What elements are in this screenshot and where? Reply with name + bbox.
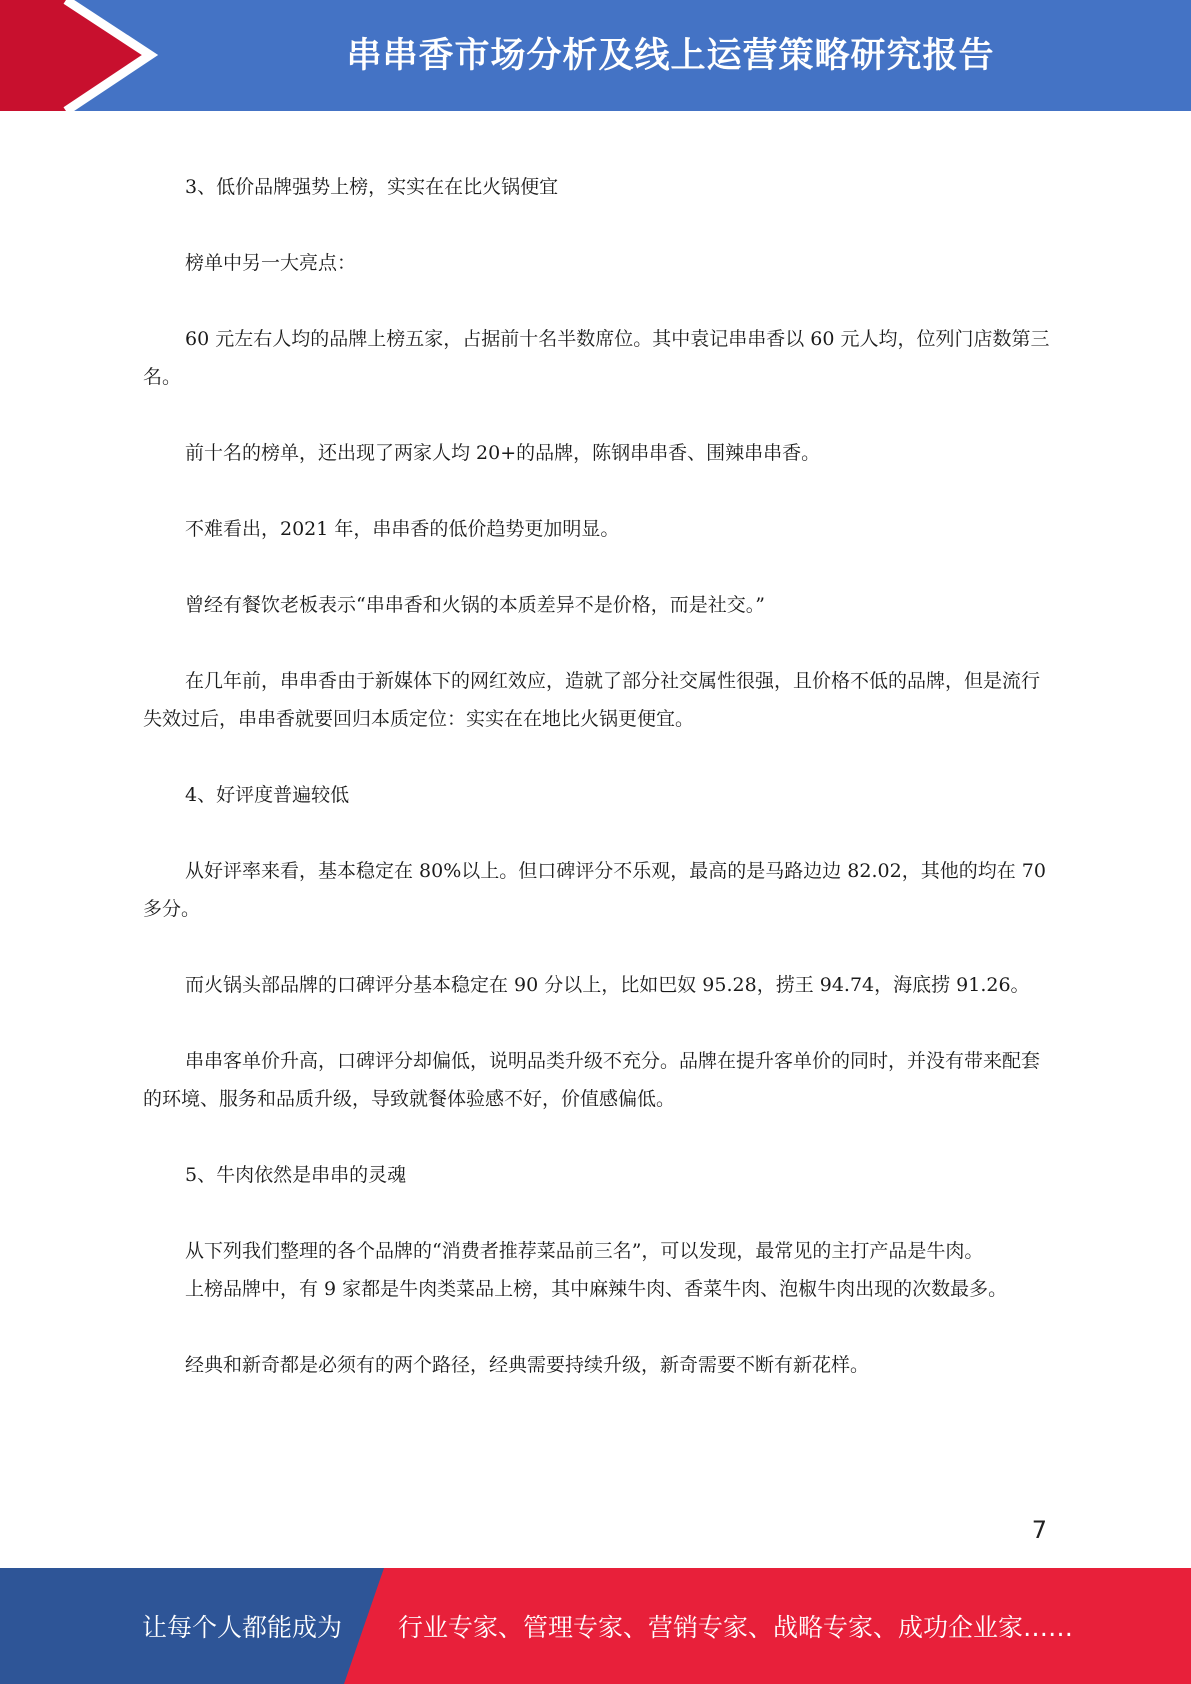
header-chevron-decoration <box>0 0 160 111</box>
paragraph: 经典和新奇都是必须有的两个路径，经典需要持续升级，新奇需要不断有新花样。 <box>185 1354 870 1376</box>
page-header <box>0 0 1191 111</box>
section-heading: 4、好评度普遍较低 <box>185 784 350 806</box>
report-title: 串串香市场分析及线上运营策略研究报告 <box>346 36 995 76</box>
paragraph: 前十名的榜单，还出现了两家人均 20+的品牌，陈钢串串香、围辣串串香。 <box>185 442 821 464</box>
paragraph: 60 元左右人均的品牌上榜五家，占据前十名半数席位。其中袁记串串香以 60 元人均，位列门店数第三名。 <box>143 328 1050 388</box>
footer-slogan-right: 行业专家、管理专家、营销专家、战略专家、成功企业家…… <box>398 1613 1074 1642</box>
paragraph: 曾经有餐饮老板表示“串串香和火锅的本质差异不是价格，而是社交。” <box>185 594 765 616</box>
section-heading: 3、低价品牌强势上榜，实实在在比火锅便宜 <box>185 176 559 198</box>
report-body <box>143 168 1051 1422</box>
page-number: 7 <box>1031 1516 1047 1544</box>
paragraph: 在几年前，串串香由于新媒体下的网红效应，造就了部分社交属性很强，且价格不低的品牌，但是流行失效过后，串串香就要回归本质定位：实实在在地比火锅更便宜。 <box>143 670 1041 730</box>
page-footer <box>0 1568 1191 1684</box>
footer-slogan-left: 让每个人都能成为 <box>142 1613 343 1642</box>
paragraph: 不难看出，2021 年，串串香的低价趋势更加明显。 <box>185 518 620 540</box>
paragraph: 从好评率来看，基本稳定在 80%以上。但口碑评分不乐观，最高的是马路边边 82.02，其他的均在 70 多分。 <box>143 860 1046 920</box>
section-heading: 5、牛肉依然是串串的灵魂 <box>185 1164 407 1186</box>
paragraph: 串串客单价升高，口碑评分却偏低，说明品类升级不充分。品牌在提升客单价的同时，并没有带来配套的环境、服务和品质升级，导致就餐体验感不好，价值感偏低。 <box>143 1050 1041 1110</box>
paragraph: 而火锅头部品牌的口碑评分基本稳定在 90 分以上，比如巴奴 95.28，捞王 94.74，海底捞 91.26。 <box>185 974 1030 996</box>
paragraph: 从下列我们整理的各个品牌的“消费者推荐菜品前三名”，可以发现，最常见的主打产品是牛肉。 <box>185 1240 984 1262</box>
paragraph: 榜单中另一大亮点： <box>185 252 357 274</box>
paragraph: 上榜品牌中，有 9 家都是牛肉类菜品上榜，其中麻辣牛肉、香菜牛肉、泡椒牛肉出现的次数最多。 <box>185 1278 1008 1300</box>
